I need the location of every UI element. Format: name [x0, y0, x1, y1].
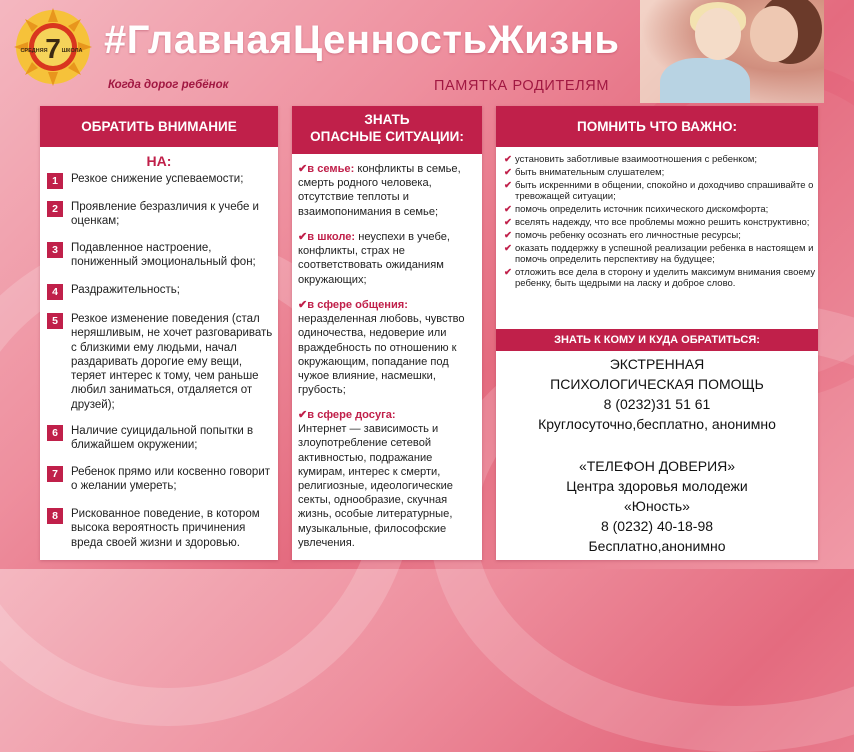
- check-icon: ✔: [504, 166, 512, 178]
- dangers-heading-line2: ОПАСНЫЕ СИТУАЦИИ:: [310, 129, 464, 144]
- item-number: 1: [47, 173, 63, 189]
- item-number: 7: [47, 466, 63, 482]
- danger-text: конфликты в семье, смерть родного человека, отсутствие теплоты и взаимопонимания в семье;: [298, 163, 461, 218]
- trust-hours: Бесплатно,анонимно: [588, 538, 726, 554]
- dangers-heading: [292, 106, 482, 154]
- list-item: [47, 507, 273, 550]
- check-icon: ✔: [298, 409, 308, 421]
- memo-label: ПАМЯТКА РОДИТЕЛЯМ: [434, 78, 609, 94]
- list-item: [504, 217, 816, 228]
- danger-section: [298, 298, 480, 397]
- dangers-panel: [292, 106, 482, 560]
- item-text: быть искренними в общении, спокойно и доходчиво спрашивайте о тревожащей ситуации;: [515, 179, 814, 203]
- page-subtitle: Когда дорог ребёнок: [108, 79, 229, 91]
- dangers-heading-line1: ЗНАТЬ: [364, 112, 410, 127]
- attention-panel: [40, 106, 278, 560]
- check-icon: ✔: [298, 163, 308, 175]
- danger-section: [298, 162, 480, 219]
- emergency-contact: [496, 354, 818, 434]
- important-panel: [496, 106, 818, 560]
- list-item: [47, 312, 273, 412]
- important-heading: ПОМНИТЬ ЧТО ВАЖНО:: [496, 106, 818, 147]
- danger-label: в сфере досуга:: [307, 409, 396, 421]
- photo-figure: [750, 6, 798, 62]
- danger-label: в школе:: [307, 231, 356, 243]
- item-text: установить заботливые взаимоотношения с ребенком;: [515, 154, 758, 165]
- list-item: [47, 172, 273, 186]
- attention-heading: ОБРАТИТЬ ВНИМАНИЕ: [40, 106, 278, 147]
- list-item: [47, 465, 273, 494]
- item-number: 8: [47, 508, 63, 524]
- logo-label-left: СРЕДНЯЯ: [20, 48, 48, 54]
- item-text: отложить все дела в сторону и уделить максимум внимания своему ребенку, быть щедрыми на ласку и доброе слово.: [515, 266, 816, 290]
- check-icon: ✔: [504, 179, 512, 191]
- item-text: помочь ребенку осознать его личностные ресурсы;: [515, 229, 741, 241]
- item-text: Ребенок прямо или косвенно говорит о желании умереть;: [71, 466, 271, 493]
- item-text: Подавленное настроение, пониженный эмоциональный фон;: [71, 242, 256, 269]
- page-title: #ГлавнаяЦенностьЖизнь: [104, 18, 620, 62]
- attention-subheading: НА:: [146, 153, 172, 169]
- item-text: Наличие суицидальной попытки в ближайшем окружении;: [71, 425, 254, 452]
- list-item: [504, 154, 816, 165]
- check-icon: ✔: [504, 154, 512, 165]
- item-number: 3: [47, 242, 63, 258]
- trust-title: «ТЕЛЕФОН ДОВЕРИЯ»: [578, 458, 736, 474]
- logo-number: 7: [45, 33, 61, 64]
- emergency-title: ЭКСТРЕННАЯ: [609, 356, 705, 372]
- item-number: 4: [47, 284, 63, 300]
- check-icon: ✔: [504, 216, 512, 228]
- item-text: помочь определить источник психического дискомфорта;: [515, 203, 769, 215]
- list-item: [504, 267, 816, 290]
- danger-text: неуспехи в учебе, конфликты, страх не соответствовать ожиданиям окружающих;: [298, 231, 450, 286]
- important-list: [504, 154, 816, 291]
- photo-figure: [695, 8, 741, 60]
- item-text: Рискованное поведение, в котором высока вероятность причинения вреда своей жизни и здоровью.: [71, 508, 260, 549]
- check-icon: ✔: [298, 299, 308, 311]
- danger-text: Интернет — зависимость и злоупотребление сетевой активностью, подражание кумирам, интерес к смерти, религиозные, идеологические секты, однообразие, скучная жизнь, особые литературные, музыкальные, философские увлечения.: [298, 423, 453, 549]
- danger-section: [298, 230, 480, 287]
- danger-text: неразделенная любовь, чувство одиночества, недоверие или враждебность по отношению к окружающим, попадание под чужое влияние, насмешки, грубость;: [298, 313, 465, 397]
- list-item: [504, 230, 816, 241]
- trust-center: Центра здоровья молодежи: [566, 478, 748, 494]
- contacts-heading: ЗНАТЬ К КОМУ И КУДА ОБРАТИТЬСЯ:: [496, 329, 818, 351]
- logo-label-right: ШКОЛА: [61, 48, 83, 54]
- list-item: [504, 243, 816, 266]
- school-logo: [14, 8, 92, 86]
- danger-section: [298, 408, 480, 550]
- trust-center-name: «Юность»: [624, 498, 690, 514]
- item-text: оказать поддержку в успешной реализации ребенка в настоящем и помочь определить перспективу на будущее;: [515, 242, 814, 265]
- item-number: 6: [47, 425, 63, 441]
- item-text: Резкое снижение успеваемости;: [71, 173, 244, 185]
- list-item: [504, 204, 816, 215]
- check-icon: ✔: [504, 266, 512, 278]
- item-text: вселять надежду, что все проблемы можно решить конструктивно;: [515, 216, 810, 228]
- emergency-subtitle: ПСИХОЛОГИЧЕСКАЯ ПОМОЩЬ: [550, 376, 764, 392]
- item-text: Проявление безразличия к учебе и оценкам;: [71, 201, 259, 228]
- item-number: 5: [47, 313, 63, 329]
- item-text: Раздражительность;: [71, 284, 180, 296]
- mother-child-photo: [640, 0, 824, 103]
- check-icon: ✔: [298, 231, 308, 243]
- check-icon: ✔: [504, 203, 512, 215]
- danger-label: в сфере общения:: [307, 299, 408, 311]
- list-item: [47, 241, 273, 270]
- item-text: быть внимательным слушателем;: [515, 166, 665, 178]
- list-item: [47, 283, 273, 297]
- item-number: 2: [47, 201, 63, 217]
- emergency-phone: 8 (0232)31 51 61: [603, 396, 711, 412]
- check-icon: ✔: [504, 229, 512, 241]
- check-icon: ✔: [504, 242, 512, 254]
- photo-figure: [660, 58, 750, 103]
- item-text: Резкое изменение поведения (стал неряшливым, не хочет разговаривать с близкими ему людьми, начал раздаривать дорогие ему вещи, теряет интерес к тому, чем раньше любил заниматься, отдаляется от друзей);: [71, 313, 273, 411]
- danger-label: в семье:: [307, 163, 355, 175]
- list-item: [504, 167, 816, 178]
- emergency-hours: Круглосуточно,бесплатно, анонимно: [538, 416, 776, 432]
- list-item: [504, 180, 816, 203]
- list-item: [47, 200, 273, 229]
- list-item: [47, 424, 273, 453]
- trust-phone: 8 (0232) 40-18-98: [600, 518, 714, 534]
- trust-contact: [496, 456, 818, 556]
